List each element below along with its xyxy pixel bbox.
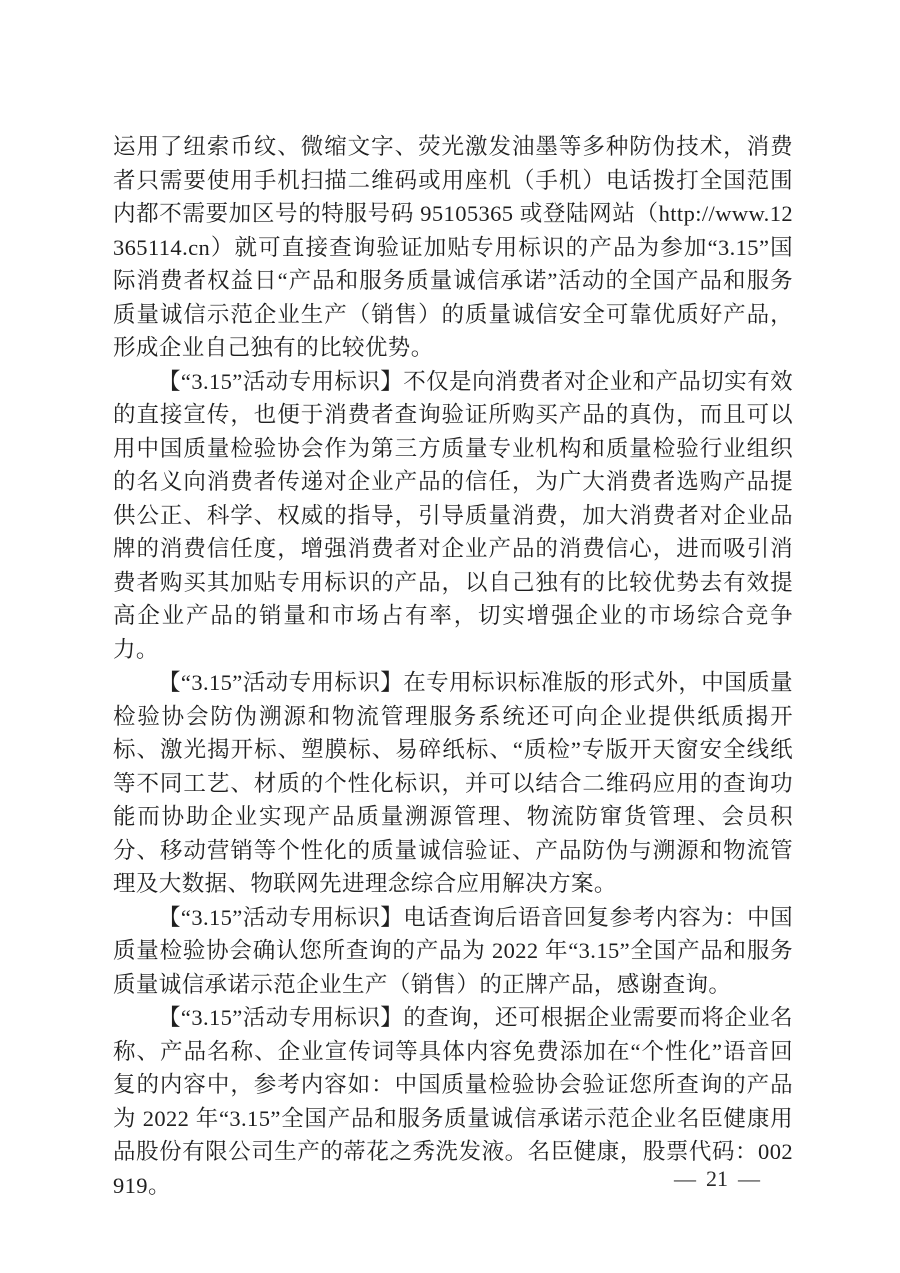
footer-right-dash: — — [738, 1166, 760, 1191]
paragraph: 【“3.15”活动专用标识】电话查询后语音回复参考内容为：中国质量检验协会确认您所查询的产品为 2022 年“3.15”全国产品和服务质量诚信承诺示范企业生产（销售）的正牌产品，感谢查询。 — [113, 904, 793, 997]
footer-left-dash: — — [674, 1166, 696, 1191]
paragraph: 运用了纽索币纹、微缩文字、荧光激发油墨等多种防伪技术，消费者只需要使用手机扫描二维码或用座机（手机）电话拨打全国范围内都不需要加区号的特服号码 95105365 或登陆网站（http://www.12365114.cn）就可直接查询验证加贴专用标识的产品为参加“3.15”国际消费者权益日“产品和服务质量诚信承诺”活动的全国产品和服务质量诚信示范企业生产（销售）的质量诚信安全可靠优质好产品，形成企业自己独有的比较优势。 — [113, 134, 793, 360]
page-number-footer — [664, 1166, 770, 1192]
page-number: 21 — [706, 1166, 728, 1191]
paragraph: 【“3.15”活动专用标识】的查询，还可根据企业需要而将企业名称、产品名称、企业宣传词等具体内容免费添加在“个性化”语音回复的内容中，参考内容如：中国质量检验协会验证您所查询的产品为 2022 年“3.15”全国产品和服务质量诚信承诺示范企业名臣健康用品股份有限公司生产的蒂花之秀洗发液。名臣健康，股票代码：002919。 — [113, 1005, 793, 1198]
paragraph: 【“3.15”活动专用标识】不仅是向消费者对企业和产品切实有效的直接宣传，也便于消费者查询验证所购买产品的真伪，而且可以用中国质量检验协会作为第三方质量专业机构和质量检验行业组织的名义向消费者传递对企业产品的信任，为广大消费者选购产品提供公正、科学、权威的指导，引导质量消费，加大消费者对企业品牌的消费信任度，增强消费者对企业产品的消费信心，进而吸引消费者购买其加贴专用标识的产品，以自己独有的比较优势去有效提高企业产品的销量和市场占有率，切实增强企业的市场综合竞争力。 — [113, 368, 793, 662]
paragraph: 【“3.15”活动专用标识】在专用标识标准版的形式外，中国质量检验协会防伪溯源和物流管理服务系统还可向企业提供纸质揭开标、激光揭开标、塑膜标、易碎纸标、“质检”专版开天窗安全线纸等不同工艺、材质的个性化标识，并可以结合二维码应用的查询功能而协助企业实现产品质量溯源管理、物流防窜货管理、会员积分、移动营销等个性化的质量诚信验证、产品防伪与溯源和物流管理及大数据、物联网先进理念综合应用解决方案。 — [113, 670, 793, 896]
document-body — [113, 130, 793, 1202]
